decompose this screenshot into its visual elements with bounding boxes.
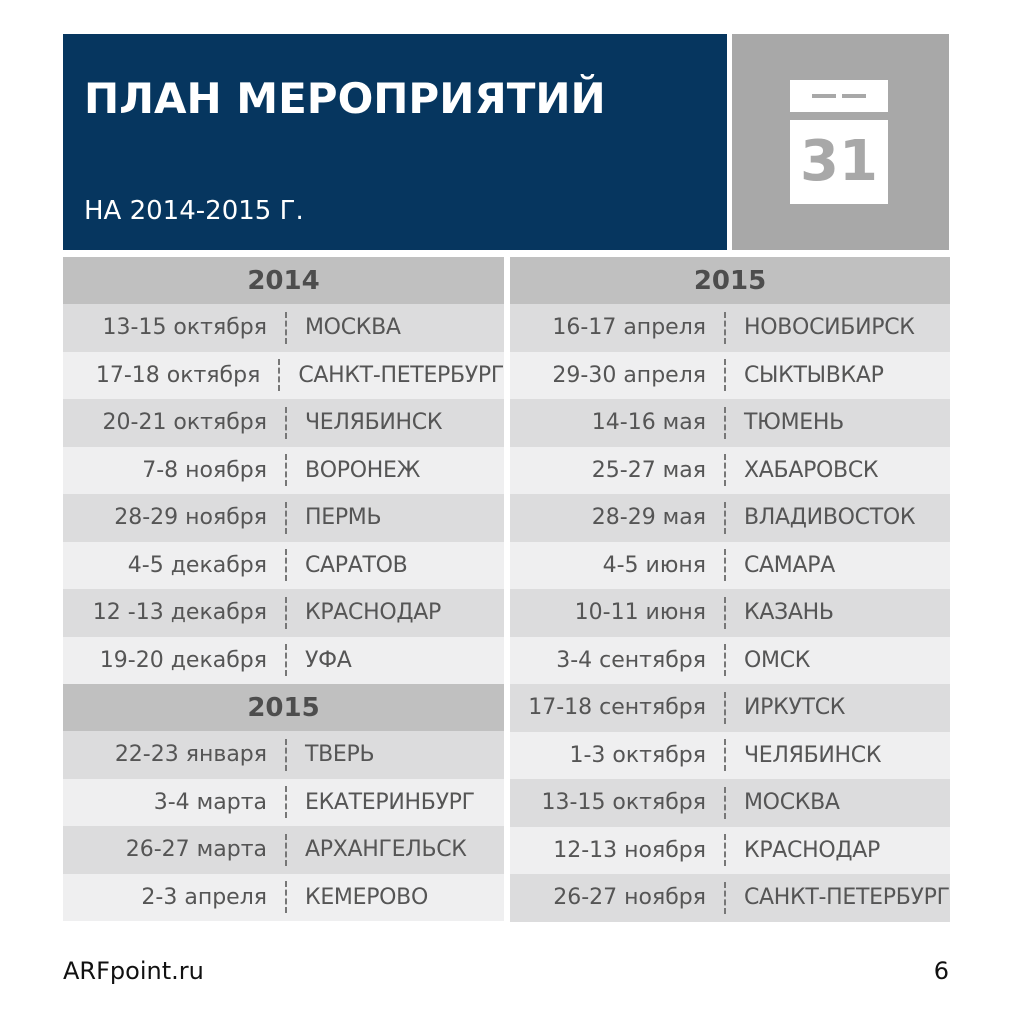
event-city: МОСКВА bbox=[744, 790, 840, 816]
event-city: УФА bbox=[305, 647, 352, 673]
event-row bbox=[510, 447, 950, 495]
event-row bbox=[63, 637, 504, 685]
event-date: 13-15 октября bbox=[102, 315, 267, 341]
event-city: АРХАНГЕЛЬСК bbox=[305, 837, 467, 863]
event-city: КРАСНОДАР bbox=[305, 600, 441, 626]
event-row bbox=[63, 447, 504, 495]
event-city: ЕКАТЕРИНБУРГ bbox=[305, 789, 475, 815]
event-row bbox=[510, 589, 950, 637]
event-row bbox=[510, 684, 950, 732]
event-date: 16-17 апреля bbox=[552, 315, 706, 341]
year-header: 2015 bbox=[510, 257, 950, 304]
event-city: СЫКТЫВКАР bbox=[744, 362, 884, 388]
event-date: 4-5 июня bbox=[602, 552, 706, 578]
event-row bbox=[63, 874, 504, 922]
event-city: САНКТ-ПЕТЕРБУРГ bbox=[298, 362, 504, 388]
event-date: 3-4 марта bbox=[153, 789, 267, 815]
event-row bbox=[510, 779, 950, 827]
event-date: 22-23 января bbox=[114, 742, 267, 768]
event-row bbox=[63, 779, 504, 827]
calendar-icon-body bbox=[790, 120, 888, 204]
calendar-ring bbox=[842, 94, 866, 98]
event-row bbox=[63, 731, 504, 779]
event-city: ЧЕЛЯБИНСК bbox=[744, 742, 882, 768]
event-row bbox=[510, 874, 950, 922]
event-date: 25-27 мая bbox=[591, 457, 706, 483]
event-city: НОВОСИБИРСК bbox=[744, 315, 915, 341]
event-row bbox=[63, 304, 504, 352]
event-city: САМАРА bbox=[744, 552, 835, 578]
event-row bbox=[510, 494, 950, 542]
event-city: ТЮМЕНЬ bbox=[744, 410, 844, 436]
event-row bbox=[510, 304, 950, 352]
page-subtitle: НА 2014-2015 Г. bbox=[84, 196, 304, 226]
event-date: 2-3 апреля bbox=[141, 884, 267, 910]
event-city: ОМСК bbox=[744, 647, 811, 673]
right-schedule-column bbox=[510, 257, 950, 922]
footer-site: ARFpoint.ru bbox=[63, 957, 204, 985]
event-date: 7-8 ноября bbox=[142, 457, 267, 483]
event-row bbox=[510, 827, 950, 875]
event-date: 4-5 декабря bbox=[127, 552, 267, 578]
event-row bbox=[63, 826, 504, 874]
event-date: 1-3 октября bbox=[569, 742, 706, 768]
event-date: 3-4 сентября bbox=[556, 647, 706, 673]
event-row bbox=[63, 589, 504, 637]
event-city: ТВЕРЬ bbox=[305, 742, 375, 768]
event-row bbox=[510, 399, 950, 447]
event-row bbox=[63, 542, 504, 590]
event-date: 28-29 ноября bbox=[114, 505, 267, 531]
page-number: 6 bbox=[933, 957, 949, 985]
calendar-day-number: 31 bbox=[800, 129, 878, 194]
event-row bbox=[63, 494, 504, 542]
event-date: 13-15 октября bbox=[541, 790, 706, 816]
event-date: 12 -13 декабря bbox=[92, 600, 267, 626]
event-row bbox=[510, 637, 950, 685]
event-city: ВЛАДИВОСТОК bbox=[744, 505, 916, 531]
event-date: 10-11 июня bbox=[574, 600, 706, 626]
event-date: 17-18 сентября bbox=[528, 695, 706, 721]
event-city: ПЕРМЬ bbox=[305, 505, 382, 531]
event-row bbox=[510, 542, 950, 590]
event-city: КРАСНОДАР bbox=[744, 837, 880, 863]
event-date: 19-20 декабря bbox=[99, 647, 267, 673]
event-city: КЕМЕРОВО bbox=[305, 884, 428, 910]
event-date: 29-30 апреля bbox=[552, 362, 706, 388]
event-row bbox=[63, 352, 504, 400]
event-date: 12-13 ноября bbox=[553, 837, 706, 863]
page-title: ПЛАН МЕРОПРИЯТИЙ bbox=[84, 74, 606, 123]
event-date: 26-27 ноября bbox=[553, 885, 706, 911]
calendar-icon-top bbox=[790, 80, 888, 112]
event-city: КАЗАНЬ bbox=[744, 600, 834, 626]
header-banner bbox=[63, 34, 727, 250]
event-city: САРАТОВ bbox=[305, 552, 408, 578]
event-city: ХАБАРОВСК bbox=[744, 457, 879, 483]
event-row bbox=[510, 732, 950, 780]
calendar-ring bbox=[812, 94, 836, 98]
event-city: САНКТ-ПЕТЕРБУРГ bbox=[744, 885, 950, 911]
event-date: 28-29 мая bbox=[591, 505, 706, 531]
year-header: 2014 bbox=[63, 257, 504, 304]
year-header: 2015 bbox=[63, 684, 504, 731]
event-row bbox=[63, 399, 504, 447]
event-date: 14-16 мая bbox=[591, 410, 706, 436]
event-row bbox=[510, 352, 950, 400]
event-city: МОСКВА bbox=[305, 315, 401, 341]
event-city: ИРКУТСК bbox=[744, 695, 846, 721]
event-city: ЧЕЛЯБИНСК bbox=[305, 410, 443, 436]
calendar-icon bbox=[790, 80, 888, 204]
event-date: 17-18 октября bbox=[95, 362, 261, 388]
calendar-icon-panel bbox=[732, 34, 949, 250]
event-date: 20-21 октября bbox=[102, 410, 267, 436]
event-city: ВОРОНЕЖ bbox=[305, 457, 421, 483]
event-date: 26-27 марта bbox=[125, 837, 267, 863]
left-schedule-column bbox=[63, 257, 504, 921]
